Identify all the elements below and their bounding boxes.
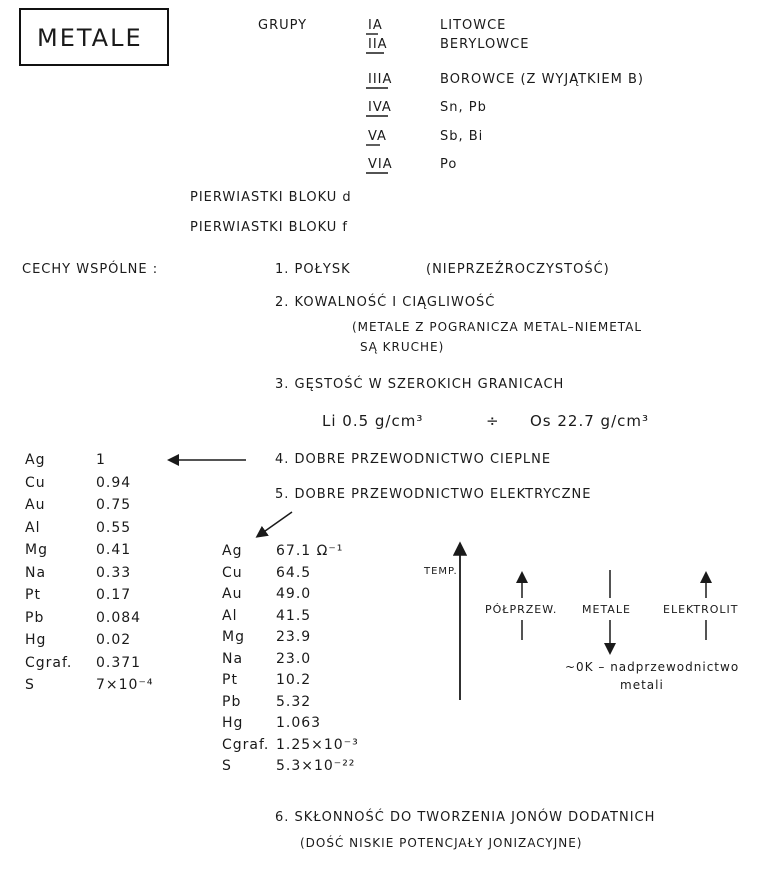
thermal-element: Hg <box>25 632 47 648</box>
electric-element: Mg <box>222 629 245 645</box>
feature-2: 2. KOWALNOŚĆ I CIĄGLIWOŚĆ <box>275 295 496 310</box>
feature-1: 1. POŁYSK <box>275 262 351 277</box>
electric-element: Hg <box>222 715 244 731</box>
electric-element: Al <box>222 607 238 624</box>
feature-4: 4. DOBRE PRZEWODNICTWO CIEPLNE <box>275 452 552 467</box>
feature-2-note: (METALE Z POGRANICZA METAL–NIEMETAL <box>352 320 643 334</box>
electric-element: Ag <box>222 543 243 559</box>
thermal-element: Al <box>25 519 41 536</box>
feature-3: 3. GĘSTOŚĆ W SZEROKICH GRANICACH <box>275 377 565 392</box>
superconductivity-note: ~0K – nadprzewodnictwo <box>565 660 740 674</box>
feature-2-note: SĄ KRUCHE) <box>360 340 445 354</box>
group-desc: LITOWCE <box>440 18 507 33</box>
thermal-element: Au <box>25 497 46 513</box>
electric-value: 41.5 <box>276 607 312 624</box>
electric-value: 5.32 <box>276 693 312 710</box>
thermal-value: 1 <box>96 452 106 468</box>
group-code: IIIA <box>368 72 393 87</box>
group-code: IVA <box>368 100 392 115</box>
group-desc: BOROWCE (Z WYJĄTKIEM B) <box>440 72 644 87</box>
metals-label: METALE <box>582 603 631 616</box>
page-title: METALE <box>37 24 143 52</box>
group-code: IA <box>368 18 383 33</box>
thermal-element: Pt <box>25 587 41 603</box>
feature-6-note: (DOŚĆ NISKIE POTENCJAŁY JONIZACYJNE) <box>300 836 583 850</box>
density-high: Os 22.7 g/cm³ <box>530 412 650 430</box>
temp-label: TEMP. <box>424 566 458 577</box>
electric-value: 1.063 <box>276 715 322 731</box>
feature-6: 6. SKŁONNOŚĆ DO TWORZENIA JONÓW DODATNICH <box>275 810 656 825</box>
thermal-element: Cgraf. <box>25 654 73 671</box>
block-d-label: PIERWIASTKI BLOKU d <box>190 190 352 205</box>
thermal-element: Mg <box>25 542 48 558</box>
electric-value: 23.9 <box>276 629 312 645</box>
electric-value: 1.25×10⁻³ <box>276 736 359 753</box>
thermal-element: Pb <box>25 609 45 626</box>
feature-1-note: (NIEPRZEŹROCZYSTOŚĆ) <box>426 262 610 277</box>
thermal-value: 7×10⁻⁴ <box>96 677 154 693</box>
block-f-label: PIERWIASTKI BLOKU f <box>190 220 348 235</box>
thermal-value: 0.41 <box>96 542 132 558</box>
electric-element: Cu <box>222 564 243 581</box>
groups-label: GRUPY <box>258 18 308 33</box>
group-desc: Po <box>440 157 458 172</box>
electric-value: 67.1 Ω⁻¹ <box>276 543 344 559</box>
common-features-label: CECHY WSPÓLNE : <box>22 262 159 277</box>
semiconductors-label: PÓŁPRZEW. <box>485 603 558 616</box>
thermal-value: 0.33 <box>96 564 132 581</box>
electric-value: 10.2 <box>276 672 312 688</box>
thermal-value: 0.55 <box>96 519 132 536</box>
electric-element: Au <box>222 586 243 602</box>
thermal-value: 0.75 <box>96 497 132 513</box>
group-desc: BERYLOWCE <box>440 37 530 52</box>
electric-value: 23.0 <box>276 650 312 667</box>
group-code: VIA <box>368 157 393 172</box>
density-low: Li 0.5 g/cm³ <box>322 412 424 430</box>
electric-element: Cgraf. <box>222 736 270 753</box>
superconductivity-note: metali <box>620 678 664 692</box>
thermal-value: 0.084 <box>96 609 142 626</box>
electric-element: Na <box>222 650 244 667</box>
thermal-element: S <box>25 677 35 693</box>
arrow-icon <box>258 512 292 536</box>
thermal-element: Ag <box>25 452 46 468</box>
electric-element: Pb <box>222 693 242 710</box>
electric-value: 5.3×10⁻²² <box>276 758 356 774</box>
group-code: IIA <box>368 37 388 52</box>
thermal-value: 0.17 <box>96 587 132 603</box>
electric-element: S <box>222 758 232 774</box>
electric-value: 64.5 <box>276 564 312 581</box>
feature-5: 5. DOBRE PRZEWODNICTWO ELEKTRYCZNE <box>275 487 592 502</box>
density-separator: ÷ <box>486 412 500 430</box>
electric-value: 49.0 <box>276 586 312 602</box>
thermal-element: Cu <box>25 474 46 491</box>
group-desc: Sb, Bi <box>440 129 484 144</box>
electric-element: Pt <box>222 672 238 688</box>
electrolytes-label: ELEKTROLIT <box>663 603 739 616</box>
thermal-value: 0.02 <box>96 632 132 648</box>
group-desc: Sn, Pb <box>440 100 487 115</box>
thermal-value: 0.94 <box>96 474 132 491</box>
thermal-value: 0.371 <box>96 654 142 671</box>
thermal-element: Na <box>25 564 47 581</box>
group-code: VA <box>368 129 387 144</box>
